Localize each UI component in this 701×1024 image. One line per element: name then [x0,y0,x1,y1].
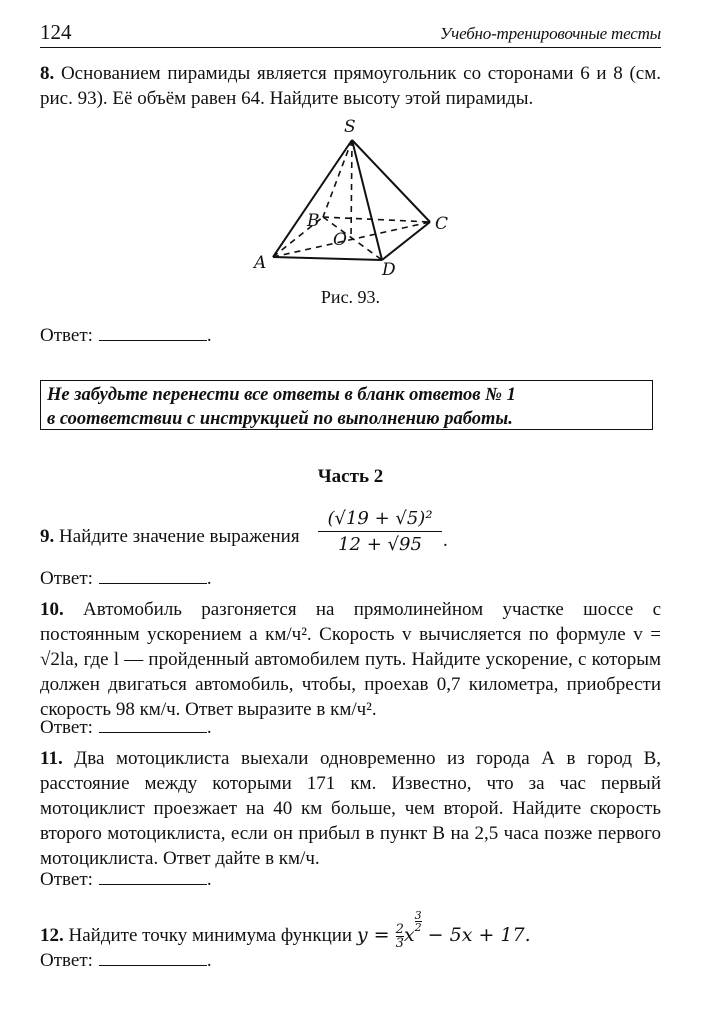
task-9-numerator: (√19 + √5)² [327,508,433,529]
coef-fraction [396,923,404,950]
fraction-bar [318,531,442,532]
answer-blank[interactable] [99,325,207,341]
formula-base: x [403,924,415,946]
task-10 [40,597,661,722]
part-2-title: Часть 2 [317,466,384,487]
task-8-text: Основанием пирамиды является прямоугольник со сторонами 6 и 8 (см. рис. 93). Её объём равен 64. Найдите высоту этой пирамиды. [40,63,661,109]
task-9-number: 9. [40,526,55,547]
coef-num: 2 [395,921,404,937]
answer-line-11: Ответ: . [40,869,212,890]
task-9-text: Найдите значение выражения [59,526,300,547]
pyramid-figure [240,115,460,285]
page-number: 124 [40,20,72,44]
task-10-number: 10. [40,599,64,620]
task-12 [40,910,531,950]
answer-blank[interactable] [99,717,207,733]
edge-sd [352,140,382,260]
task-10-text: Автомобиль разгоняется на прямолинейном участке шоссе с постоянным ускорением a км/ч². Скорость v вычисляется по формуле v = √2la, где l — пройденный автомобилем путь. Найдите ускорение, с которым должен двигаться автомобиль, чтобы, проехав 0,7 километра, приобрести скорость 98 км/ч. Ответ выразите в км/ч². [40,599,662,720]
task-8 [40,61,661,111]
answer-line-12: Ответ: . [40,950,212,971]
answer-blank[interactable] [99,950,207,966]
task-12-number: 12. [40,925,64,946]
task-12-text: Найдите точку минимума функции [68,925,353,946]
exp-num: 3 [414,909,422,922]
task-11-text: Два мотоциклиста выехали одновременно из города А в город В, расстояние между которыми 171 км. Известно, что за час первый мотоциклист проезжает на 40 км больше, чем второй. Найдите скорость второго мотоциклиста, если он прибыл в пункт В на 2,5 часа позже первого мотоциклиста. Ответ дайте в км/ч. [40,748,662,869]
answer-line-9: Ответ: . [40,568,212,589]
coef-den: 3 [395,935,404,951]
notice-box [40,380,653,430]
answer-line-10: Ответ: . [40,717,212,738]
notice-line-1: Не забудьте перенести все ответы в бланк ответов № 1 [47,385,516,405]
edge-sc [352,140,430,222]
figure-caption: Рис. 93. [320,287,381,307]
answer-label: Ответ: [40,950,93,971]
answer-blank[interactable] [99,568,207,584]
answer-label: Ответ: [40,869,93,890]
label-a: A [254,253,267,273]
label-d: D [382,260,396,280]
notice-line-2: в соответствии с инструкцией по выполнению работы. [47,409,513,429]
task-9-denominator: 12 + √95 [338,534,422,555]
answer-label: Ответ: [40,568,93,589]
edge-ad [273,257,382,260]
label-o: O [333,230,347,250]
task-9-fraction [318,508,442,555]
edge-bc-hidden [323,217,430,222]
formula-lhs: y = [356,924,390,946]
label-s: S [344,117,356,137]
task-12-formula [356,909,531,951]
header-rule [40,47,661,48]
label-c: C [435,214,449,234]
formula-rest: − 5x + 17. [427,924,531,946]
answer-label: Ответ: [40,325,93,346]
task-9-period: . [443,530,448,551]
task-8-number: 8. [40,63,55,84]
task-11-number: 11. [40,748,63,769]
answer-label: Ответ: [40,717,93,738]
exp-den: 2 [414,921,422,934]
task-9 [40,524,300,549]
exponent-fraction [415,910,422,933]
label-b: B [307,211,320,231]
running-title: Учебно-тренировочные тесты [439,24,661,43]
answer-line-8: Ответ: . [40,325,212,346]
answer-blank[interactable] [99,869,207,885]
height-so-hidden [351,140,352,240]
task-11 [40,746,661,871]
edge-sb-hidden [323,140,352,217]
